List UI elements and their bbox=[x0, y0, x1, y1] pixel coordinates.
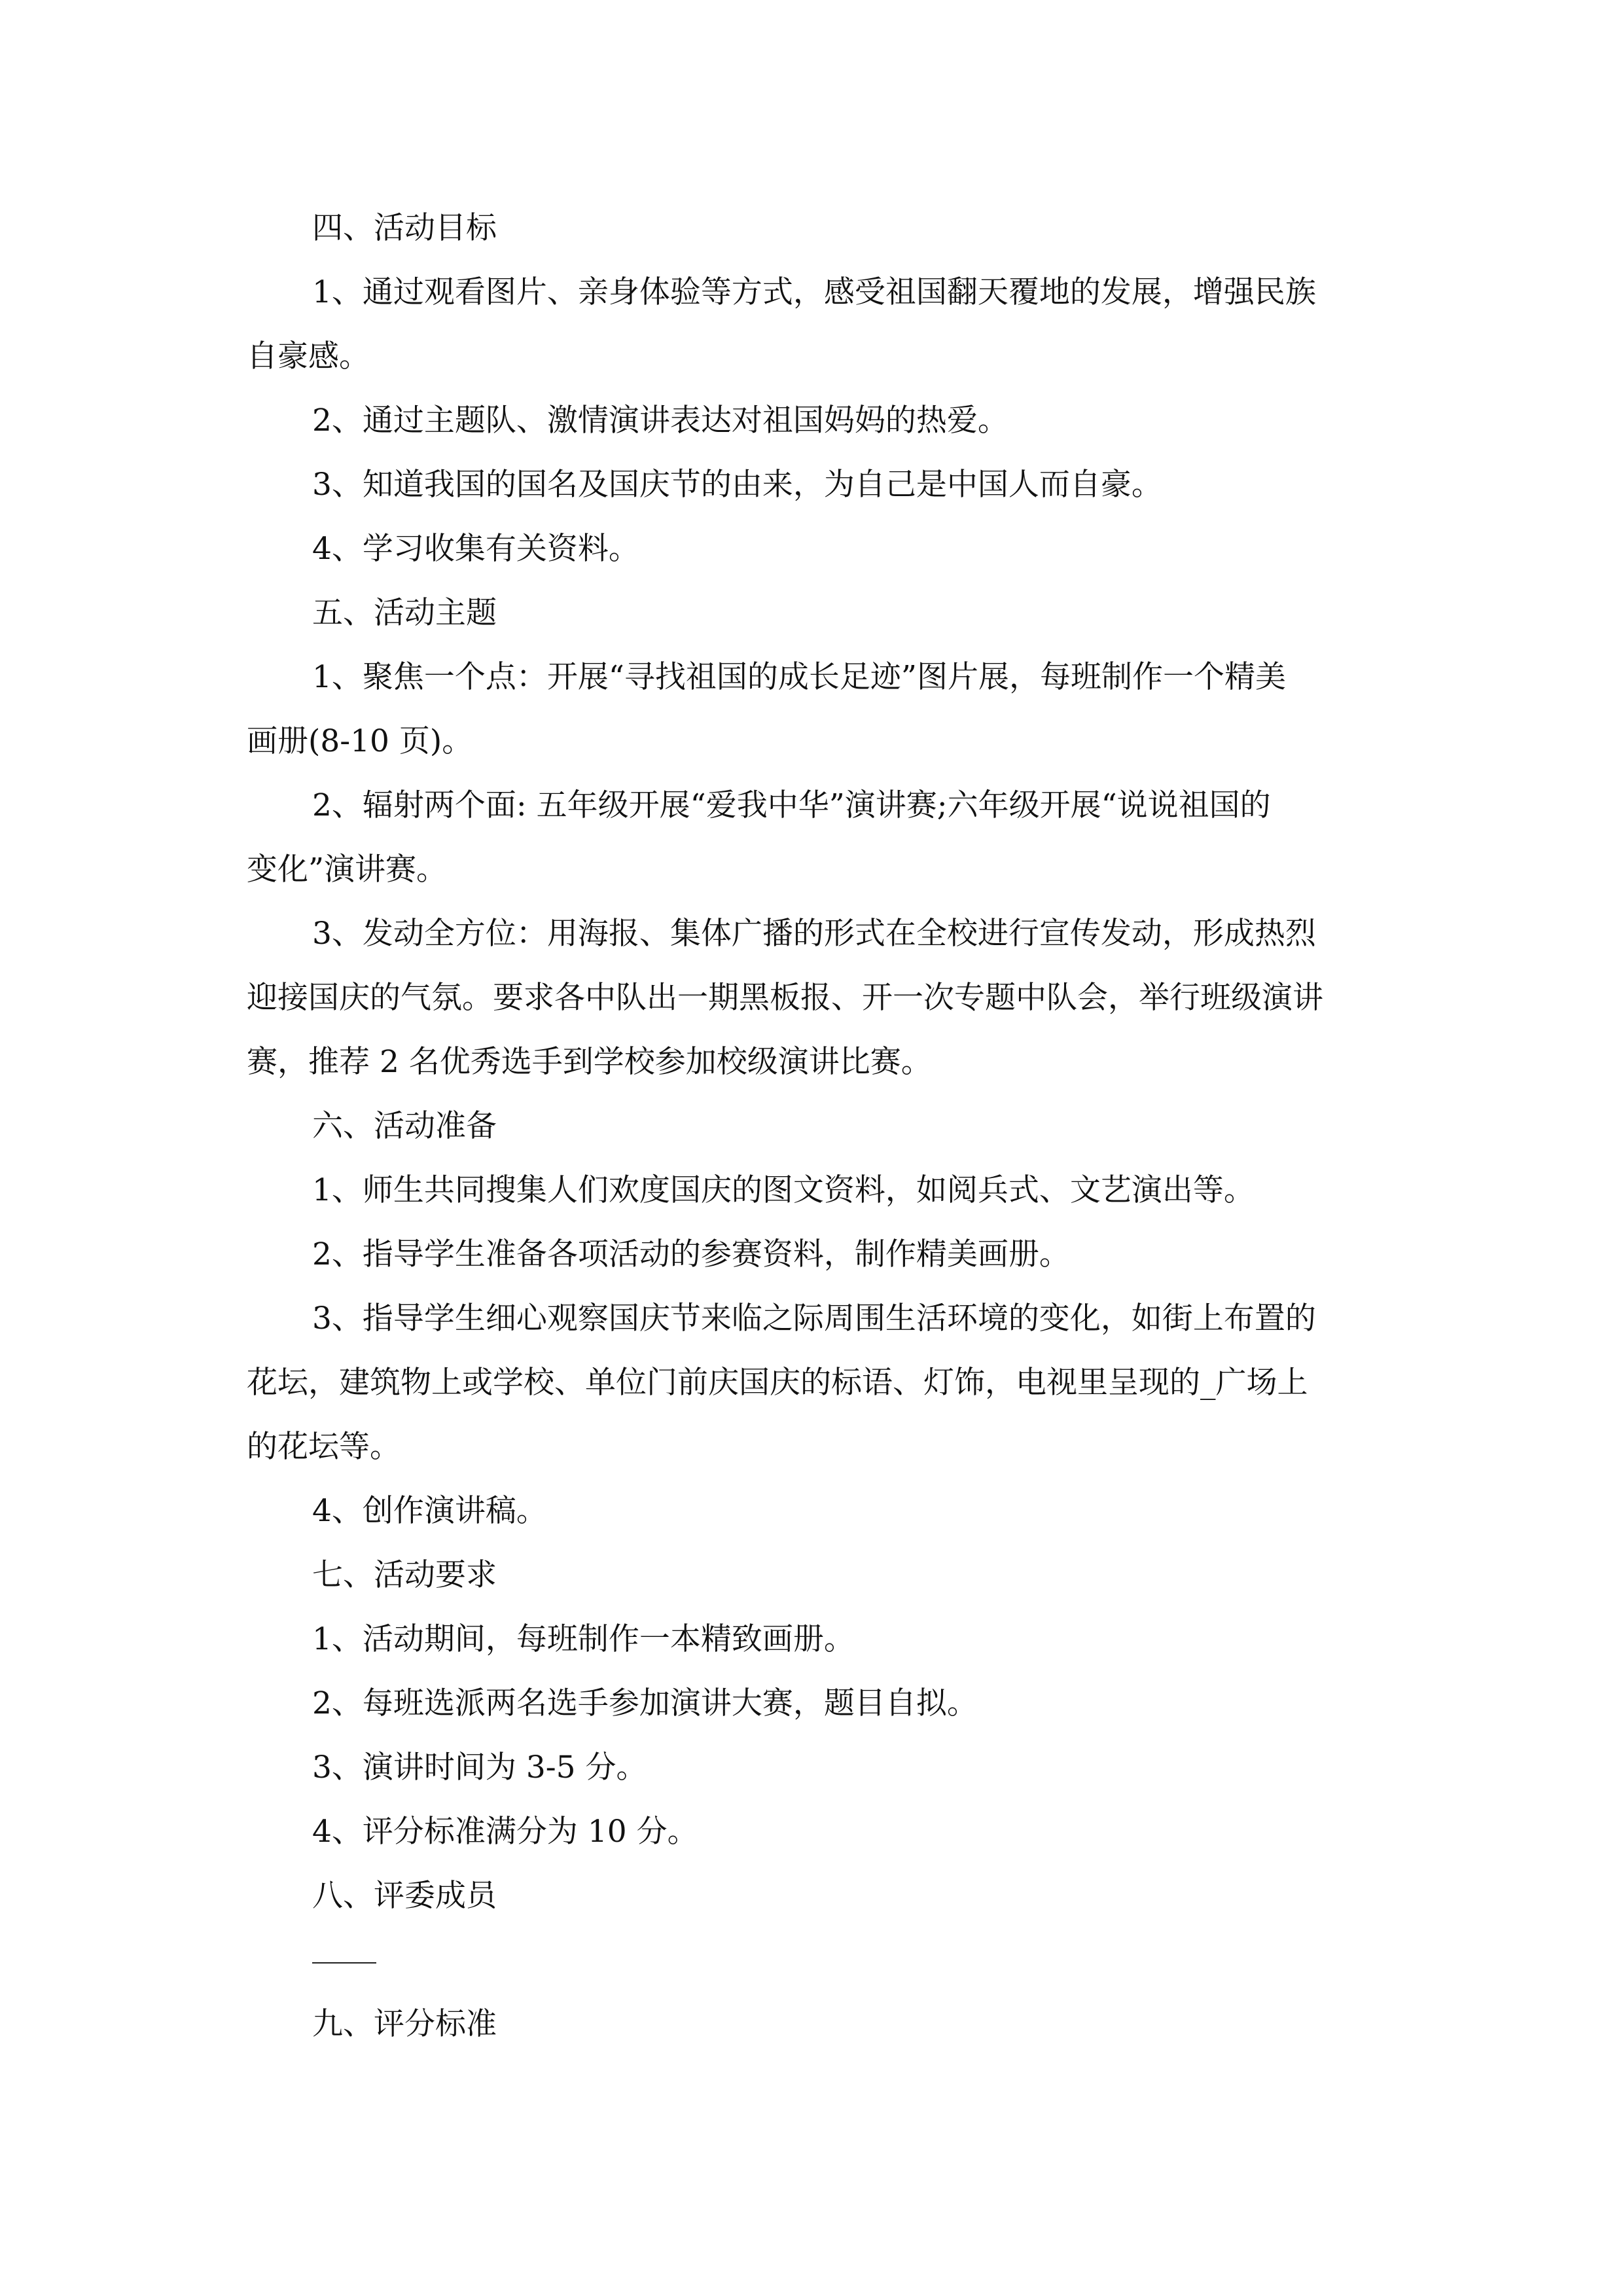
section-heading-scoring: 九、评分标准 bbox=[312, 2006, 497, 2042]
section-heading-theme: 五、活动主题 bbox=[312, 595, 497, 631]
paragraph-line: 4、创作演讲稿。 bbox=[312, 1493, 547, 1529]
paragraph-line: 1、师生共同搜集人们欢度国庆的图文资料，如阅兵式、文艺演出等。 bbox=[312, 1172, 1255, 1208]
section-heading-judges: 八、评委成员 bbox=[312, 1878, 497, 1914]
paragraph-line: 2、辐射两个面: 五年级开展“爱我中华”演讲赛;六年级开展“说说祖国的 bbox=[312, 787, 1271, 823]
section-heading-requirements: 七、活动要求 bbox=[312, 1557, 497, 1593]
paragraph-line: 画册(8-10 页)。 bbox=[247, 723, 473, 759]
paragraph-line: 4、学习收集有关资料。 bbox=[312, 531, 639, 567]
paragraph-line: 迎接国庆的气氛。要求各中队出一期黑板报、开一次专题中队会，举行班级演讲 bbox=[247, 980, 1323, 1016]
paragraph-line: 3、发动全方位：用海报、集体广播的形式在全校进行宣传发动，形成热烈 bbox=[312, 916, 1316, 952]
paragraph-line: 2、指导学生准备各项活动的参赛资料，制作精美画册。 bbox=[312, 1236, 1070, 1272]
section-heading-preparation: 六、活动准备 bbox=[312, 1108, 497, 1144]
paragraph-line: 1、聚焦一个点：开展“寻找祖国的成长足迹”图片展，每班制作一个精美 bbox=[312, 659, 1286, 695]
blank-line-placeholder bbox=[247, 1928, 1378, 1992]
paragraph-line: 3、知道我国的国名及国庆节的由来，为自己是中国人而自豪。 bbox=[312, 467, 1162, 503]
paragraph-line: 赛，推荐 2 名优秀选手到学校参加校级演讲比赛。 bbox=[247, 1044, 932, 1080]
paragraph-line: 1、活动期间，每班制作一本精致画册。 bbox=[312, 1621, 855, 1657]
horizontal-rule bbox=[312, 1962, 376, 1964]
paragraph-line: 4、评分标准满分为 10 分。 bbox=[312, 1814, 698, 1850]
paragraph-line: 1、通过观看图片、亲身体验等方式，感受祖国翻天覆地的发展，增强民族 bbox=[312, 274, 1316, 310]
paragraph-line: 2、每班选派两名选手参加演讲大赛，题目自拟。 bbox=[312, 1685, 978, 1721]
paragraph-line: 自豪感。 bbox=[247, 338, 370, 374]
paragraph-line: 的花坛等。 bbox=[247, 1429, 401, 1465]
paragraph-line: 3、演讲时间为 3-5 分。 bbox=[312, 1749, 647, 1785]
section-heading-goals: 四、活动目标 bbox=[312, 210, 497, 246]
paragraph-line: 3、指导学生细心观察国庆节来临之际周围生活环境的变化，如街上布置的 bbox=[312, 1300, 1316, 1336]
paragraph-line: 2、通过主题队、激情演讲表达对祖国妈妈的热爱。 bbox=[312, 403, 1008, 439]
document-body bbox=[247, 196, 1378, 2056]
paragraph-line: 花坛，建筑物上或学校、单位门前庆国庆的标语、灯饰，电视里呈现的_广场上 bbox=[247, 1365, 1308, 1401]
paragraph-line: 变化”演讲赛。 bbox=[247, 852, 448, 888]
